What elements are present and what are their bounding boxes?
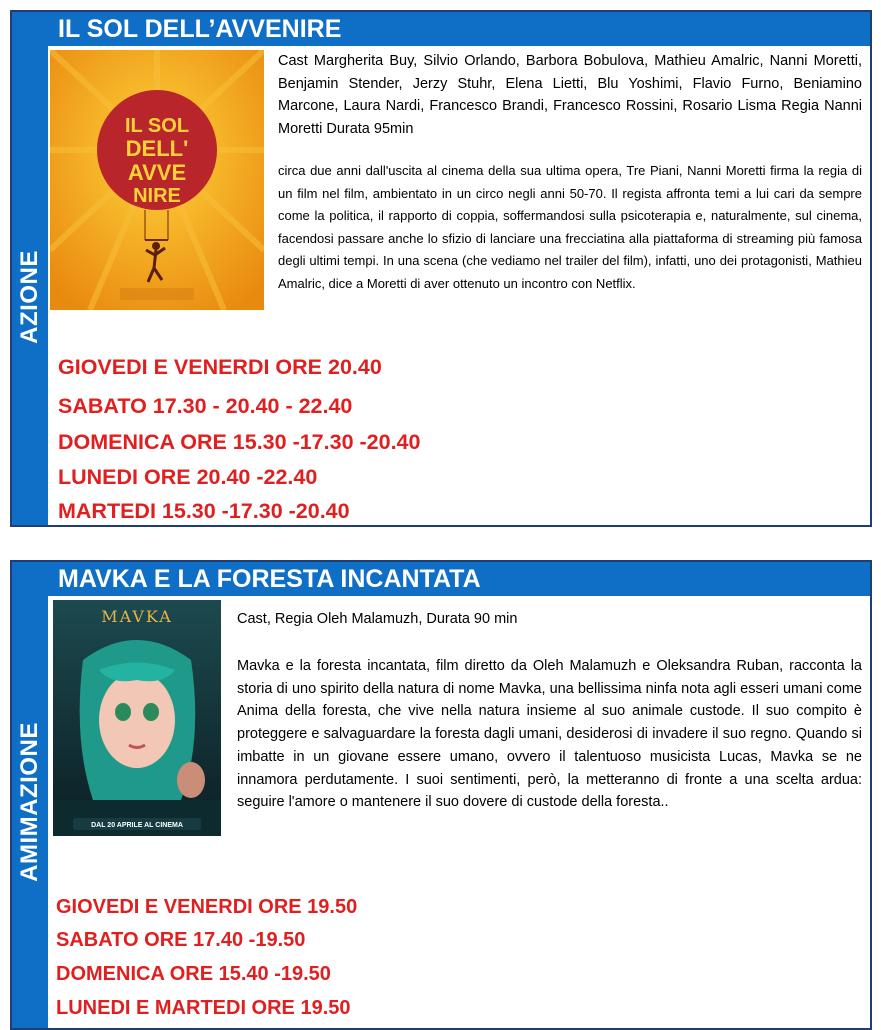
film-poster [50, 50, 264, 310]
genre-bar [12, 562, 48, 1028]
film-title: IL SOL DELL’AVVENIRE [48, 12, 870, 46]
schedule-line: MARTEDI 15.30 -17.30 -20.40 [58, 499, 350, 523]
schedule-line: SABATO 17.30 - 20.40 - 22.40 [58, 394, 353, 418]
film-synopsis: circa due anni dall'uscita al cinema della sua ultima opera, Tre Piani, Nanni Moretti firma la regia di un film nel film, ambientato in un circo negli anni 50-70. Il regista affronta temi a lui cari da sempre come la politica, il rapporto di coppia, soffermandosi sulla psicoterapia e, naturalmente, sul cinema, facendosi passare anche lo sfizio di lanciare una frecciatina alla piattaforma di streaming più famosa degli ultimi tempi. In una scena (che vediamo nel trailer del film), infatti, uno dei protagonisti, Mathieu Amalric, dice a Moretti di aver ottenuto un incontro con Netflix. [278, 163, 862, 291]
film-cast: Cast Margherita Buy, Silvio Orlando, Barbora Bobulova, Mathieu Amalric, Nanni Moretti, Benjamin Stender, Jerzy Stuhr, Elena Lietti, Blu Yoshimi, Flavio Furno, Beniamino Marcone, Laura Nardi, Francesco Brandi, Francesco Rossini, Rosario Lisma Regia Nanni Moretti Durata 95min [278, 53, 862, 138]
schedule-line: GIOVEDI E VENERDI ORE 20.40 [58, 355, 382, 379]
schedule-line: GIOVEDI E VENERDI ORE 19.50 [56, 896, 358, 918]
genre-label: AZIONE [16, 250, 43, 344]
film-card-sol [10, 10, 872, 527]
svg-text:NIRE: NIRE [133, 185, 181, 207]
svg-text:DELL': DELL' [125, 136, 189, 161]
film-cast: Cast, Regia Oleh Malamuzh, Durata 90 min [237, 611, 518, 627]
schedule-line: DOMENICA ORE 15.40 -19.50 [56, 963, 331, 985]
film-card-mavka [10, 560, 872, 1030]
svg-text:AVVE: AVVE [127, 160, 187, 185]
poster-tagline: DAL 20 APRILE AL CINEMA [91, 822, 183, 829]
poster-title-text: MAVKA [101, 607, 173, 626]
schedule-line: SABATO ORE 17.40 -19.50 [56, 929, 306, 951]
film-synopsis: Mavka e la foresta incantata, film diretto da Oleh Malamuzh e Oleksandra Ruban, racconta la storia di uno spirito della natura di nome Mavka, una bellissima ninfa nota agli esseri umani come Anima della foresta, che vive nella natura insieme al suo animale custode. Il suo compito è proteggere e salvaguardare la foresta dagli umani, desiderosi di invadere il suo regno. Quando si imbatte in un giovane essere umano, ovvero il talentuoso musicista Lucas, Mavka se ne innamora perdutamente. I suoi sentimenti, però, la metteranno di fronte a una scelta ardua: seguire l'amore o mantenere il suo dovere di custode della foresta.. [237, 658, 862, 811]
svg-text:IL SOL: IL SOL [124, 115, 190, 137]
schedule-line: LUNEDI ORE 20.40 -22.40 [58, 465, 318, 489]
schedule-line: LUNEDI E MARTEDI ORE 19.50 [56, 997, 351, 1019]
film-poster [53, 600, 221, 836]
film-title: MAVKA E LA FORESTA INCANTATA [48, 562, 870, 596]
genre-bar [12, 12, 48, 525]
genre-label: AMIMAZIONE [16, 722, 43, 882]
schedule-line: DOMENICA ORE 15.30 -17.30 -20.40 [58, 430, 421, 454]
